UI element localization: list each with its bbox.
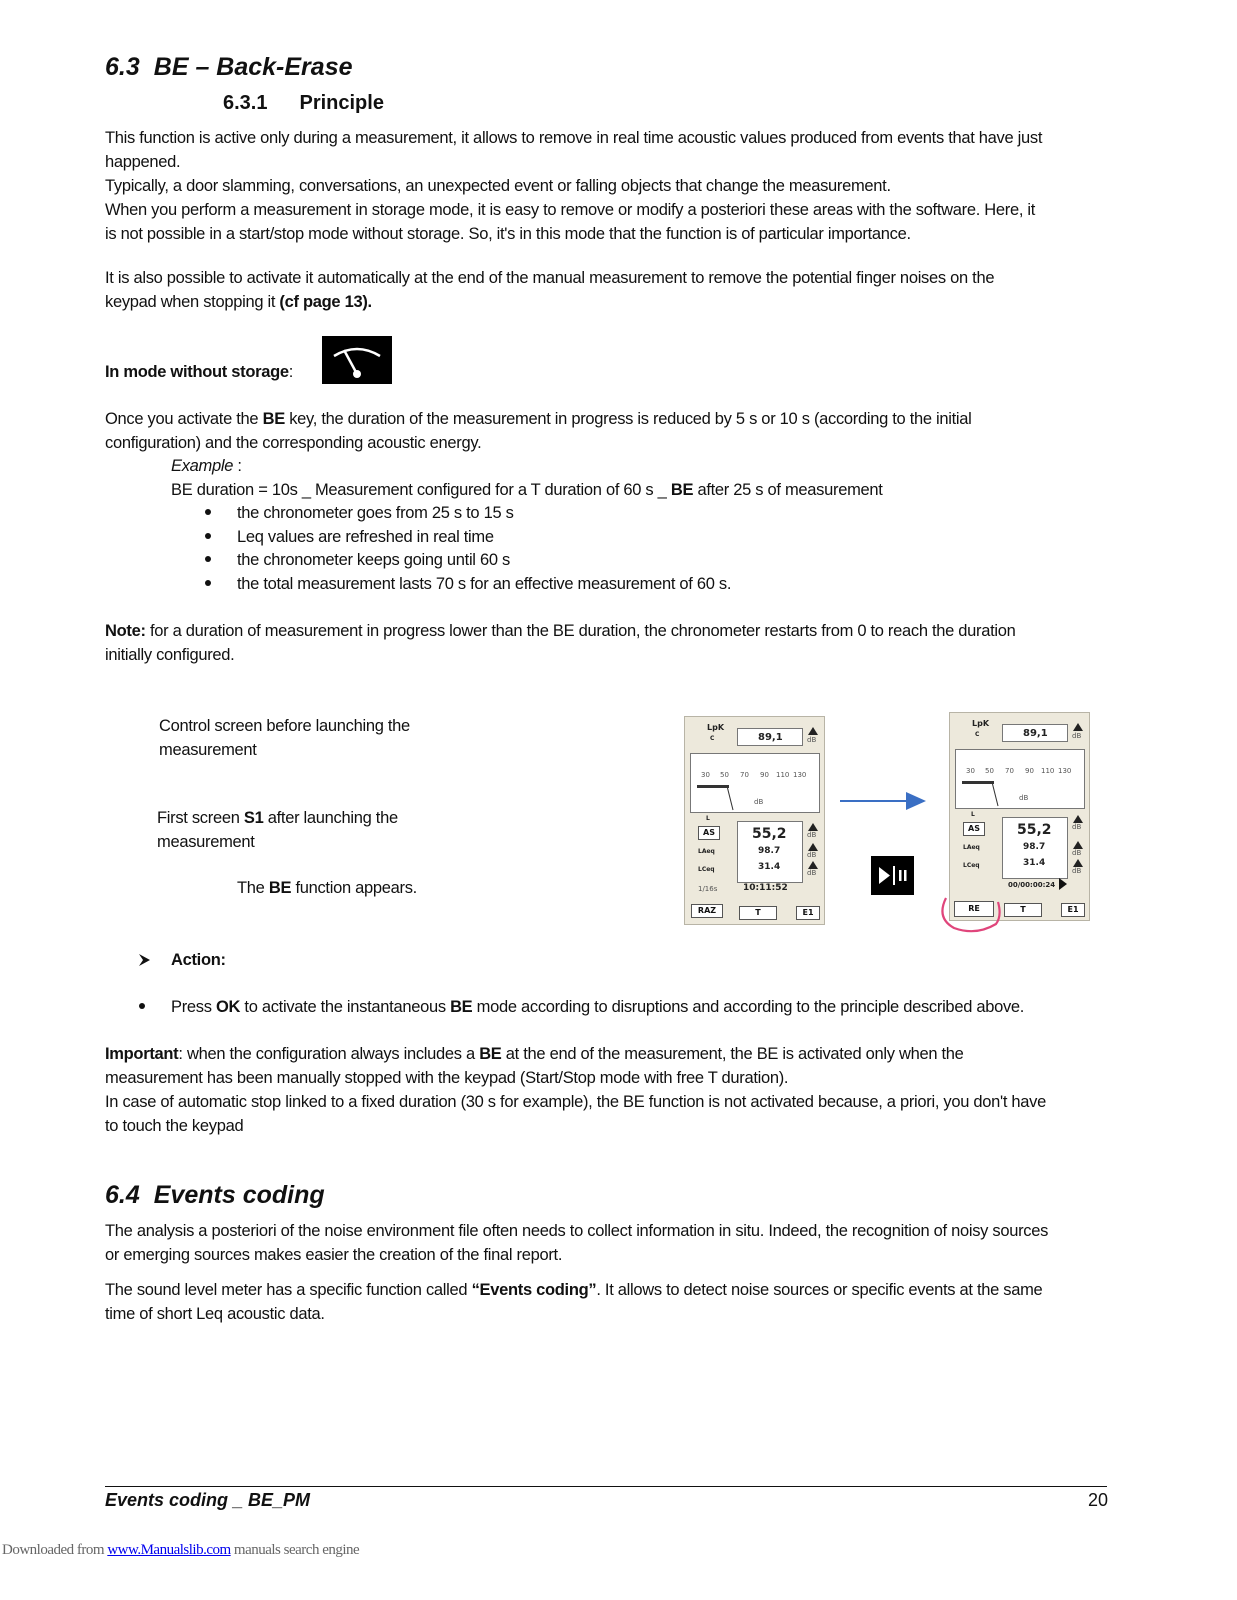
scale-tick: 30 xyxy=(966,767,975,775)
paragraph-events-function xyxy=(105,1278,1105,1326)
up-arrow-icon xyxy=(1073,815,1083,823)
up-arrow-icon xyxy=(808,861,818,869)
colon: : xyxy=(233,457,242,475)
text-line: The analysis a posteriori of the noise environment file often needs to collect information in situ. Indeed, the recognition of noisy sources xyxy=(105,1222,1049,1240)
note-label: Note: xyxy=(105,622,146,640)
db-unit: dB xyxy=(1072,823,1082,831)
peak-value: 89,1 xyxy=(1023,728,1048,739)
events-coding-label: “Events coding” xyxy=(471,1281,597,1299)
lceq-value: 31.4 xyxy=(758,862,781,872)
scale-tick: 50 xyxy=(985,767,994,775)
play-pause-icon xyxy=(871,856,914,895)
text-line: measurement xyxy=(159,741,257,759)
caption-first-screen xyxy=(157,806,477,854)
subsection-number: 6.3.1 xyxy=(223,92,268,114)
laeq-label: LAeq xyxy=(698,848,715,855)
text-line: Typically, a door slamming, conversations, an unexpected event or falling objects that change the measurement. xyxy=(105,177,891,195)
text-line xyxy=(105,1042,1105,1066)
important-paragraph xyxy=(105,1042,1105,1138)
paragraph-be-key xyxy=(105,407,1105,455)
scale-tick: 70 xyxy=(1005,767,1014,775)
play-pause-key-icon xyxy=(871,856,914,895)
e1-button[interactable]: E1 xyxy=(1061,903,1085,917)
be-label: BE xyxy=(670,481,694,499)
values-box xyxy=(737,821,803,883)
bullet-item: the chronometer keeps going until 60 s xyxy=(237,551,510,569)
lceq-label: LCeq xyxy=(698,866,715,873)
caption-control-screen xyxy=(159,714,479,762)
section-number: 6.3 xyxy=(105,53,140,81)
lpk-label: LpK xyxy=(707,723,725,732)
text-span: after launching the xyxy=(263,809,398,827)
laeq-value: 98.7 xyxy=(758,846,781,856)
bargraph-box xyxy=(955,749,1085,809)
text-span: key, the duration of the measurement in progress is reduced by 5 s or 10 s (according to the initial xyxy=(284,410,972,428)
action-heading xyxy=(171,948,371,972)
example-block xyxy=(171,454,1071,502)
text-line: configuration) and the corresponding acoustic energy. xyxy=(105,434,482,452)
text-line: happened. xyxy=(105,153,181,171)
laeq-label: LAeq xyxy=(963,844,980,851)
text-span: mode according to disruptions and according to the principle described above. xyxy=(472,998,1025,1016)
highlight-circle xyxy=(936,888,1008,934)
scale-tick: 130 xyxy=(1058,767,1072,775)
section-title: Events coding xyxy=(153,1181,325,1209)
lpk-label: LpK xyxy=(972,719,990,728)
t-button[interactable]: T xyxy=(1004,903,1042,917)
text-line: to touch the keypad xyxy=(105,1117,244,1135)
values-box xyxy=(1002,817,1068,879)
scale-tick: 130 xyxy=(793,771,807,779)
action-label: Action: xyxy=(171,951,226,969)
c-weighting-label: C xyxy=(710,735,715,742)
text-line: measurement has been manually stopped with the keypad (Start/Stop mode with free T duration). xyxy=(105,1069,789,1087)
text-span: at the end of the measurement, the BE is activated only when the xyxy=(501,1045,964,1063)
bullet-dot xyxy=(205,533,211,539)
clock-time: 10:11:52 xyxy=(743,883,788,893)
db-unit: dB xyxy=(807,831,817,839)
db-unit: dB xyxy=(1072,867,1082,875)
be-label: BE xyxy=(479,1045,502,1063)
db-unit: dB xyxy=(1072,732,1082,740)
scale-tick: 110 xyxy=(1041,767,1055,775)
db-unit: dB xyxy=(807,869,817,877)
bullet-dot xyxy=(205,580,211,586)
text-span: . It allows to detect noise sources or specific events at the same xyxy=(596,1281,1043,1299)
re-button[interactable]: RE xyxy=(954,901,994,917)
example-line xyxy=(171,478,1071,502)
action-text xyxy=(171,995,1101,1019)
db-unit: dB xyxy=(807,851,817,859)
colon: : xyxy=(288,363,294,381)
text-span: function appears. xyxy=(291,879,417,897)
footer-rule xyxy=(105,1486,1107,1487)
right-arrow-icon xyxy=(838,790,930,812)
device-screen-before xyxy=(684,716,825,925)
up-arrow-icon xyxy=(1073,723,1083,731)
text-span: to activate the instantaneous xyxy=(240,998,451,1016)
text-span: : when the configuration always includes a xyxy=(178,1045,480,1063)
scale-tick: 30 xyxy=(701,771,710,779)
paragraph-events-intro xyxy=(105,1219,1105,1267)
text-line: measurement xyxy=(157,833,255,851)
bullet-dot xyxy=(205,556,211,562)
text-span: for a duration of measurement in progress lower than the BE duration, the chronometer restarts from 0 to reach the duration xyxy=(145,622,1016,640)
scale-tick: 90 xyxy=(760,771,769,779)
download-banner xyxy=(2,1542,359,1559)
meter-key-icon xyxy=(322,336,392,384)
text-line: In case of automatic stop linked to a fixed duration (30 s for example), the BE function is not activated because, a priori, you don't have xyxy=(105,1093,1047,1111)
scale-tick: 110 xyxy=(776,771,790,779)
page-number: 20 xyxy=(1087,1490,1108,1510)
text-line: is not possible in a start/stop mode without storage. So, it's in this mode that the function is of particular importance. xyxy=(105,225,911,243)
elapsed-time: 00/00:00:24 xyxy=(1008,881,1056,889)
up-arrow-icon xyxy=(1073,841,1083,849)
section-number: 6.4 xyxy=(105,1181,140,1209)
text-span: First screen xyxy=(157,809,244,827)
l-label: L xyxy=(706,815,710,822)
mode-label: In mode without storage xyxy=(105,363,289,381)
important-label: Important xyxy=(105,1045,179,1063)
play-indicator-icon xyxy=(1058,878,1068,890)
db-unit: dB xyxy=(1072,849,1082,857)
gauge-needle-icon xyxy=(322,336,392,384)
text-line: initially configured. xyxy=(105,646,235,664)
l-label: L xyxy=(971,811,975,818)
ok-key-label: OK xyxy=(215,998,241,1016)
section-title: BE – Back-Erase xyxy=(153,53,353,81)
t-button[interactable]: T xyxy=(739,906,777,920)
text-span: BE duration = 10s _ Measurement configured for a T duration of 60 s _ xyxy=(171,481,671,499)
text-span: The xyxy=(237,879,269,897)
scale-tick: 90 xyxy=(1025,767,1034,775)
bullet-item: the total measurement lasts 70 s for an effective measurement of 60 s. xyxy=(237,575,732,593)
note-paragraph xyxy=(105,619,1105,667)
text-line: Control screen before launching the xyxy=(159,717,410,735)
text-span: The sound level meter has a specific function called xyxy=(105,1281,472,1299)
paragraph-principle xyxy=(105,126,1105,246)
text-span: Once you activate the xyxy=(105,410,263,428)
text-span: Downloaded from xyxy=(2,1542,108,1558)
as-button[interactable]: AS xyxy=(963,822,985,836)
peak-value-box xyxy=(1002,724,1068,742)
up-arrow-icon xyxy=(808,727,818,735)
paragraph-auto-activate xyxy=(105,266,1105,314)
text-line xyxy=(105,1278,1105,1302)
text-line xyxy=(105,619,1105,643)
bullet-item: Leq values are refreshed in real time xyxy=(237,528,494,546)
bargraph-box xyxy=(690,753,820,813)
text-line xyxy=(157,806,477,830)
section-heading-6-4 xyxy=(105,1181,325,1210)
lceq-label: LCeq xyxy=(963,862,980,869)
scale-tick: 50 xyxy=(720,771,729,779)
e1-button[interactable]: E1 xyxy=(796,906,820,920)
be-key-label: BE xyxy=(262,410,285,428)
example-label-line xyxy=(171,454,1071,478)
lceq-value: 31.4 xyxy=(1023,858,1046,868)
text-line: or emerging sources makes easier the creation of the final report. xyxy=(105,1246,563,1264)
bullet-dot xyxy=(205,509,211,515)
scale-tick: 70 xyxy=(740,771,749,779)
peak-value-box xyxy=(737,728,803,746)
s1-label: S1 xyxy=(243,809,264,827)
bullet-dot xyxy=(139,1003,145,1009)
raz-button[interactable]: RAZ xyxy=(691,904,723,918)
be-label: BE xyxy=(268,879,292,897)
up-arrow-icon xyxy=(1073,859,1083,867)
db-unit: dB xyxy=(754,798,764,806)
text-line: It is also possible to activate it automatically at the end of the manual measurement to remove the potential finger noises on the xyxy=(105,269,995,287)
subsection-heading-6-3-1 xyxy=(223,92,384,115)
main-level-value: 55,2 xyxy=(1017,822,1052,838)
be-label: BE xyxy=(450,998,473,1016)
db-unit: dB xyxy=(1019,794,1029,802)
text-line: This function is active only during a measurement, it allows to remove in real time acoustic values produced from events that have just xyxy=(105,129,1043,147)
as-button[interactable]: AS xyxy=(698,826,720,840)
page-reference: (cf page 13). xyxy=(279,293,372,311)
section-heading-6-3 xyxy=(105,53,353,82)
text-span: after 25 s of measurement xyxy=(693,481,883,499)
peak-value: 89,1 xyxy=(758,732,783,743)
arrowhead-bullet-icon xyxy=(138,953,152,967)
text-span: manuals search engine xyxy=(230,1542,360,1558)
text-line xyxy=(105,407,1105,431)
bullet-item: the chronometer goes from 25 s to 15 s xyxy=(237,504,514,522)
sampling-rate: 1/16s xyxy=(698,885,718,893)
text-span: keypad when stopping it xyxy=(105,293,280,311)
main-level-value: 55,2 xyxy=(752,826,787,842)
laeq-value: 98.7 xyxy=(1023,842,1046,852)
footer-title: Events coding _ BE_PM xyxy=(105,1490,311,1510)
text-line: time of short Leq acoustic data. xyxy=(105,1305,325,1323)
up-arrow-icon xyxy=(808,823,818,831)
caption-be-appears xyxy=(237,876,537,900)
subsection-title: Principle xyxy=(299,92,384,114)
example-label: Example xyxy=(171,457,234,475)
c-weighting-label: C xyxy=(975,731,980,738)
up-arrow-icon xyxy=(808,843,818,851)
manualslib-link[interactable]: www.Manualslib.com xyxy=(107,1542,231,1558)
text-line xyxy=(105,290,1105,314)
text-line: When you perform a measurement in storage mode, it is easy to remove or modify a posteriori these areas with the software. Here, it xyxy=(105,201,1036,219)
text-span: Press xyxy=(171,998,216,1016)
db-unit: dB xyxy=(807,736,817,744)
